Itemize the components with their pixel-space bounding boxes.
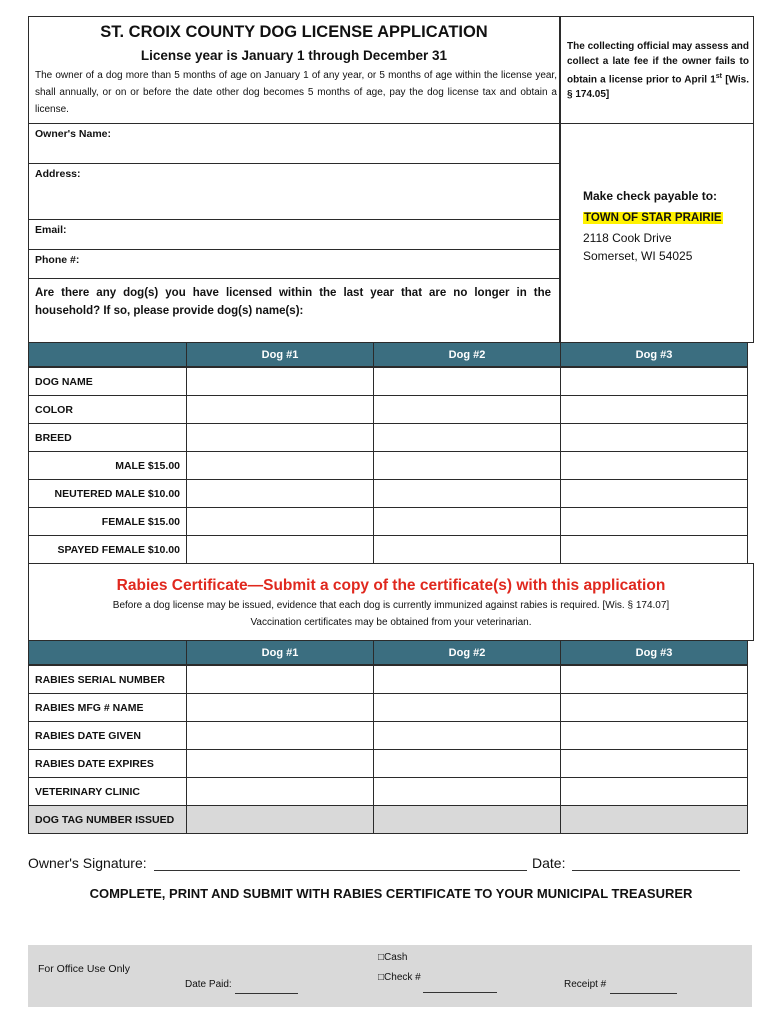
- rabies-table-input-cell[interactable]: [373, 665, 561, 694]
- rabies-table-input-cell[interactable]: [373, 749, 561, 778]
- late-fee-box: [560, 16, 754, 124]
- intro-text: The owner of a dog more than 5 months of age on January 1 of any year, or 5 months of age within the license year, shall annually, or on or before the date other dog becomes 5 months of age, pay the dog license tax and obtain a license.: [35, 70, 557, 115]
- rabies-section: [28, 563, 754, 641]
- email-field[interactable]: [28, 219, 560, 250]
- dog-table-input-cell[interactable]: [373, 479, 561, 508]
- header-block: [28, 16, 560, 124]
- dog-table-column-header: Dog #2: [373, 342, 561, 367]
- dog-table-input-cell[interactable]: [186, 451, 374, 480]
- owner-name-field[interactable]: [28, 123, 560, 164]
- rabies-table-row-label: RABIES DATE EXPIRES: [28, 749, 187, 778]
- dog-table-input-cell[interactable]: [186, 507, 374, 536]
- previous-dogs-field[interactable]: [28, 278, 560, 343]
- rabies-line-2: Vaccination certificates may be obtained from your veterinarian.: [250, 617, 532, 628]
- cash-checkbox[interactable]: □Cash: [378, 952, 408, 963]
- signature-line: [28, 855, 754, 877]
- rabies-table-input-cell[interactable]: [560, 665, 748, 694]
- page-subtitle: License year is January 1 through December 31: [140, 48, 448, 63]
- rabies-table-header-blank: [28, 640, 187, 665]
- rabies-table-row-label: RABIES MFG # NAME: [28, 693, 187, 722]
- rabies-table-input-cell[interactable]: [186, 805, 374, 834]
- rabies-table-input-cell[interactable]: [560, 777, 748, 806]
- rabies-table-input-cell[interactable]: [560, 805, 748, 834]
- rabies-line-1: Before a dog license may be issued, evidence that each dog is currently immunized against rabies is required. [Wis. § 174.07]: [112, 600, 670, 611]
- dog-table-input-cell[interactable]: [560, 507, 748, 536]
- receipt-input[interactable]: [610, 983, 677, 994]
- rabies-table-input-cell[interactable]: [186, 721, 374, 750]
- rabies-table-input-cell[interactable]: [186, 777, 374, 806]
- signature-label: Owner's Signature:: [28, 855, 147, 871]
- date-paid-label: Date Paid:: [185, 979, 232, 990]
- phone-label: Phone #:: [35, 254, 80, 266]
- dog-table-input-cell[interactable]: [560, 395, 748, 424]
- owner-name-label: Owner's Name:: [35, 128, 112, 140]
- dog-table-input-cell[interactable]: [186, 535, 374, 564]
- rabies-table-input-cell[interactable]: [560, 749, 748, 778]
- dog-table-input-cell[interactable]: [373, 507, 561, 536]
- rabies-table-column-header: Dog #3: [560, 640, 748, 665]
- dog-table-input-cell[interactable]: [186, 367, 374, 396]
- dog-table-input-cell[interactable]: [560, 423, 748, 452]
- rabies-table-row-label: RABIES DATE GIVEN: [28, 721, 187, 750]
- payee-street: 2118 Cook Drive: [583, 231, 672, 245]
- dog-table-input-cell[interactable]: [186, 395, 374, 424]
- rabies-table-input-cell[interactable]: [186, 665, 374, 694]
- payee-city: Somerset, WI 54025: [583, 249, 693, 263]
- rabies-heading: Rabies Certificate—Submit a copy of the certificate(s) with this application: [116, 577, 666, 594]
- dog-table-column-header: Dog #1: [186, 342, 374, 367]
- dog-table-input-cell[interactable]: [186, 423, 374, 452]
- dog-table-row-label: NEUTERED MALE $10.00: [28, 479, 187, 508]
- dog-table-input-cell[interactable]: [373, 395, 561, 424]
- date-label: Date:: [532, 855, 566, 871]
- dog-table-row-label: BREED: [28, 423, 187, 452]
- dog-table-input-cell[interactable]: [560, 535, 748, 564]
- dog-table-header-blank: [28, 342, 187, 367]
- dog-table-row-label: COLOR: [28, 395, 187, 424]
- receipt-label: Receipt #: [564, 979, 607, 990]
- dog-table-input-cell[interactable]: [373, 451, 561, 480]
- late-fee-note: The collecting official may assess and collect a late fee if the owner fails to obtain a license prior to April 1st [Wis. § 174.05]: [567, 41, 750, 101]
- rabies-table-input-cell[interactable]: [373, 721, 561, 750]
- dog-table-input-cell[interactable]: [560, 367, 748, 396]
- rabies-table-column-header: Dog #2: [373, 640, 561, 665]
- submit-instruction: COMPLETE, PRINT AND SUBMIT WITH RABIES CERTIFICATE TO YOUR MUNICIPAL TREASURER: [89, 886, 693, 901]
- address-field[interactable]: [28, 163, 560, 220]
- date-input[interactable]: [572, 857, 740, 871]
- previous-dogs-question: Are there any dog(s) you have licensed within the last year that are no longer in the household? If so, please provide dog(s) name(s):: [35, 287, 551, 317]
- signature-input[interactable]: [154, 857, 527, 871]
- phone-field[interactable]: [28, 249, 560, 279]
- dog-table-input-cell[interactable]: [373, 367, 561, 396]
- dog-table-input-cell[interactable]: [186, 479, 374, 508]
- check-number-input[interactable]: [423, 982, 497, 993]
- rabies-table-input-cell[interactable]: [560, 721, 748, 750]
- dog-table-row-label: FEMALE $15.00: [28, 507, 187, 536]
- dog-table-row-label: DOG NAME: [28, 367, 187, 396]
- email-label: Email:: [35, 224, 67, 236]
- dog-table-input-cell[interactable]: [560, 451, 748, 480]
- rabies-table-column-header: Dog #1: [186, 640, 374, 665]
- rabies-table-input-cell[interactable]: [373, 693, 561, 722]
- rabies-table-input-cell[interactable]: [373, 805, 561, 834]
- dog-table-column-header: Dog #3: [560, 342, 748, 367]
- rabies-table-input-cell[interactable]: [186, 749, 374, 778]
- dog-table-input-cell[interactable]: [373, 423, 561, 452]
- rabies-table-input-cell[interactable]: [560, 693, 748, 722]
- dog-table-input-cell[interactable]: [560, 479, 748, 508]
- date-paid-input[interactable]: [235, 983, 298, 994]
- rabies-table-row-label: DOG TAG NUMBER ISSUED: [28, 805, 187, 834]
- dog-table-row-label: MALE $15.00: [28, 451, 187, 480]
- dog-table-row-label: SPAYED FEMALE $10.00: [28, 535, 187, 564]
- office-use-box: [28, 945, 752, 1007]
- rabies-table-input-cell[interactable]: [373, 777, 561, 806]
- rabies-table-row-label: RABIES SERIAL NUMBER: [28, 665, 187, 694]
- rabies-table-row-label: VETERINARY CLINIC: [28, 777, 187, 806]
- check-checkbox[interactable]: □Check #: [378, 972, 421, 983]
- rabies-table-input-cell[interactable]: [186, 693, 374, 722]
- payable-box: [560, 123, 754, 343]
- dog-table-input-cell[interactable]: [373, 535, 561, 564]
- payee-name: TOWN OF STAR PRAIRIE: [584, 212, 722, 224]
- payable-heading: Make check payable to:: [583, 189, 718, 203]
- page-title: ST. CROIX COUNTY DOG LICENSE APPLICATION: [100, 23, 488, 41]
- office-use-title: For Office Use Only: [38, 963, 130, 975]
- address-label: Address:: [35, 168, 81, 180]
